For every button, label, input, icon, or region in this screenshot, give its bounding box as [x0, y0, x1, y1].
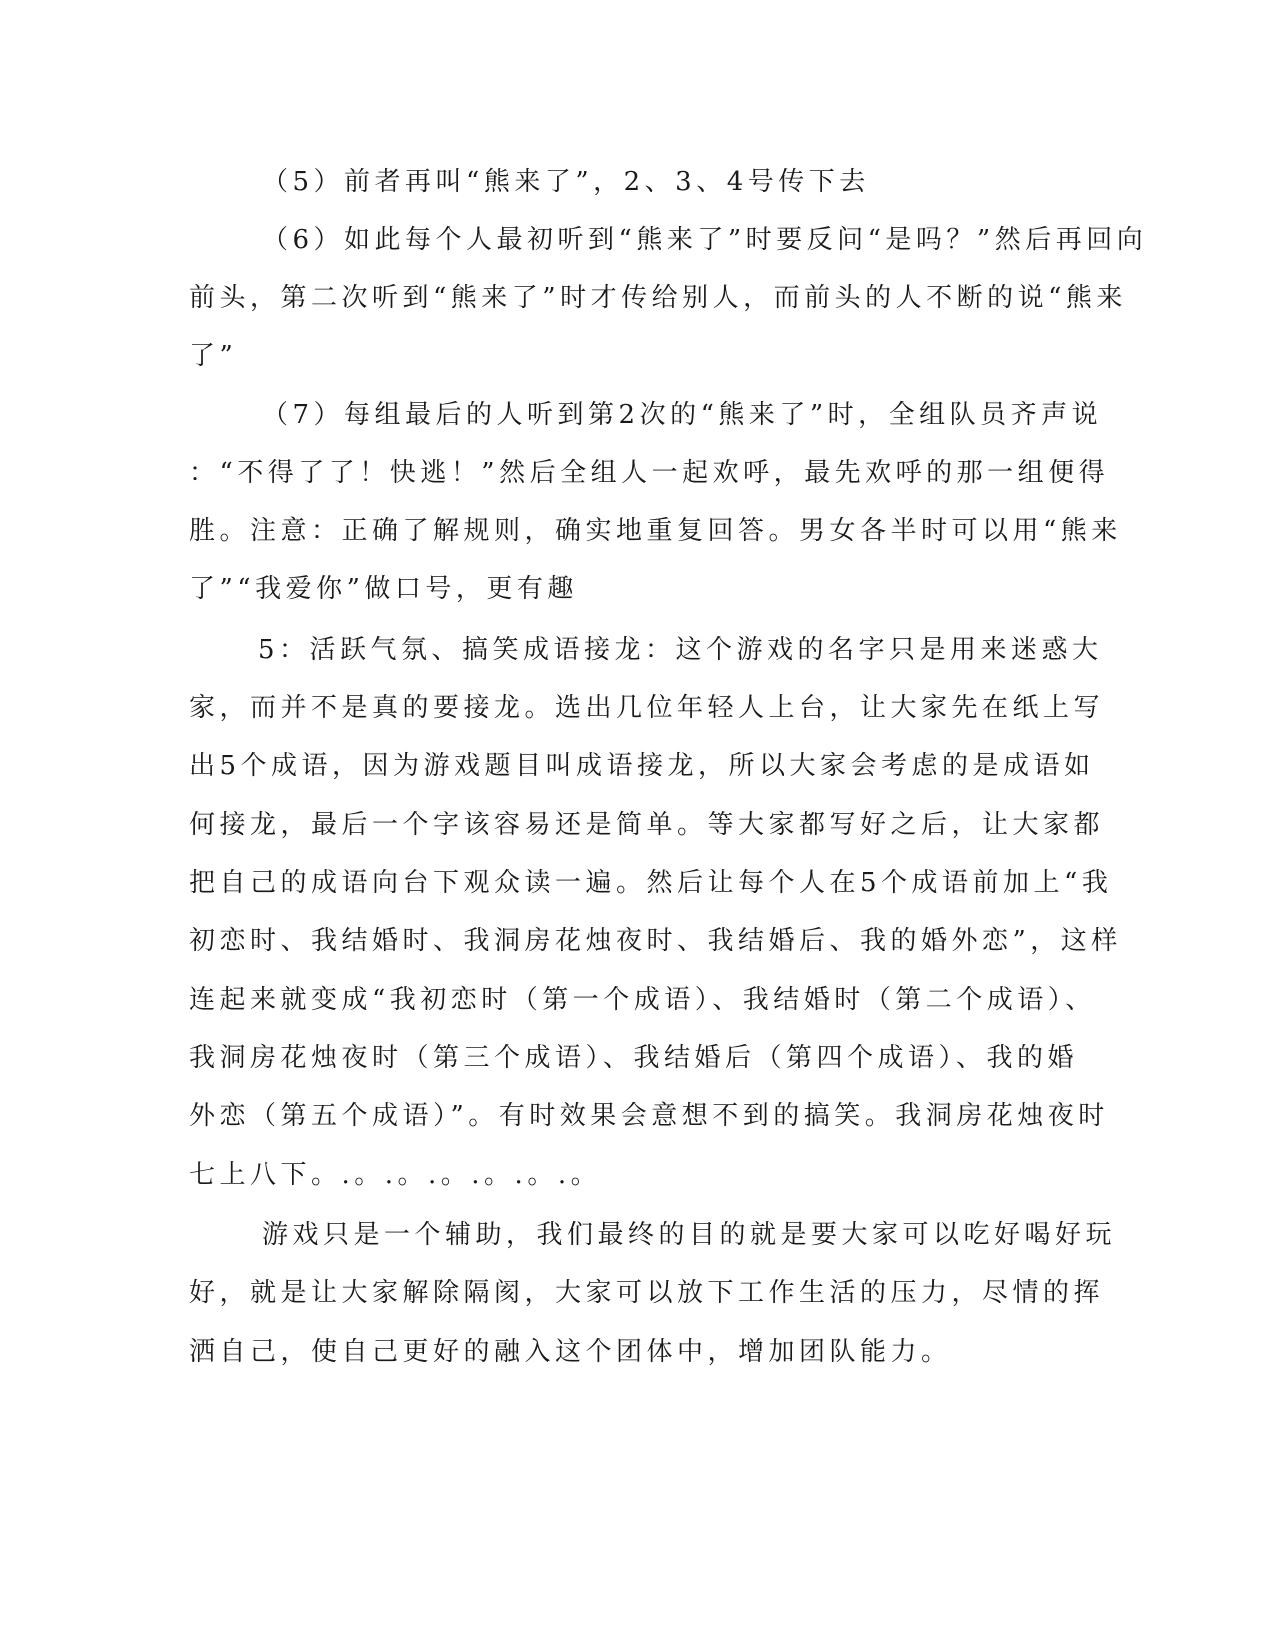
text-line: 胜。注意：正确了解规则，确实地重复回答。男女各半时可以用“熊来: [189, 516, 1122, 546]
text-line: 家，而并不是真的要接龙。选出几位年轻人上台，让大家先在纸上写: [189, 693, 1105, 723]
text-line: 5：活跃气氛、搞笑成语接龙：这个游戏的名字只是用来迷惑大: [258, 635, 1103, 665]
text-line: ：“不得了了！快逃！”然后全组人一起欢呼，最先欢呼的那一组便得: [189, 458, 1110, 488]
text-line: 何接龙，最后一个字该容易还是简单。等大家都写好之后，让大家都: [189, 810, 1105, 840]
text-line: （6）如此每个人最初听到“熊来了”时要反问“是吗？”然后再回向: [262, 225, 1148, 255]
text-line: 我洞房花烛夜时（第三个成语）、我结婚后（第四个成语）、我的婚: [189, 1043, 1079, 1073]
text-line: 游戏只是一个辅助，我们最终的目的就是要大家可以吃好喝好玩: [262, 1220, 1117, 1250]
text-line: 初恋时、我结婚时、我洞房花烛夜时、我结婚后、我的婚外恋”，这样: [189, 926, 1122, 956]
text-line: 洒自己，使自己更好的融入这个团体中，增加团队能力。: [189, 1337, 952, 1367]
text-line: 七上八下。.。.。.。.。.。.。: [189, 1160, 602, 1190]
text-line: （7）每组最后的人听到第2次的“熊来了”时，全组队员齐声说: [262, 400, 1103, 430]
text-line: 连起来就变成“我初恋时（第一个成语）、我结婚时（第二个成语）、: [189, 985, 1096, 1015]
text-line: 好，就是让大家解除隔阂，大家可以放下工作生活的压力，尽情的挥: [189, 1278, 1105, 1308]
text-line: 把自己的成语向台下观众读一遍。然后让每个人在5个成语前加上“我: [189, 868, 1113, 898]
text-line: 了”“我爱你”做口号，更有趣: [189, 574, 578, 604]
text-line: （5）前者再叫“熊来了”，2、3、4号传下去: [262, 167, 870, 197]
text-line: 出5个成语，因为游戏题目叫成语接龙，所以大家会考虑的是成语如: [189, 751, 1095, 781]
text-line: 了”: [189, 341, 238, 371]
text-line: 外恋（第五个成语）”。有时效果会意想不到的搞笑。我洞房花烛夜时: [189, 1101, 1109, 1131]
text-line: 前头，第二次听到“熊来了”时才传给别人，而前头的人不断的说“熊来: [189, 283, 1127, 313]
